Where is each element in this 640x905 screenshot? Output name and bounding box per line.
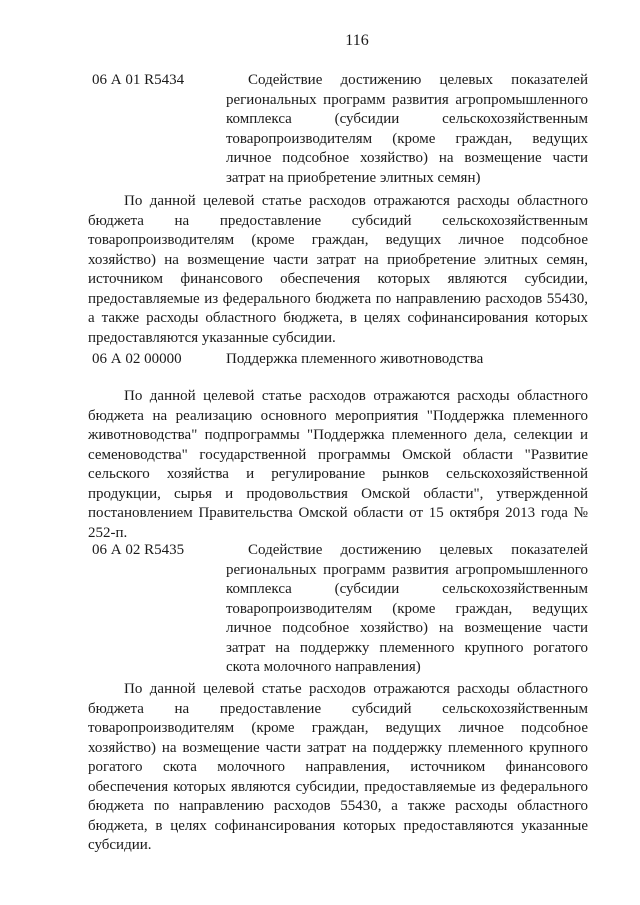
description-paragraph: По данной целевой статье расходов отражаются расходы областного бюджета на реализацию основного мероприятия "Поддержка племенного животноводства" подпрограммы "Поддержка племенного дела, селекции и семеноводства" государственной программы Омской области "Развитие сельского хозяйства и регулирование рынков сельскохозяйственной продукции, сырья и продовольствия Омской области", утвержденной постановлением Правительства Омской области от 15 октября 2013 года № 252-п. [88, 388, 588, 541]
budget-item-title: Содействие достижению целевых показателей региональных программ развития агропромышленного комплекса (субсидии сельскохозяйственным товаропроизводителям (кроме граждан, ведущих личное подсобное хозяйство) на возмещение части затрат на поддержку племенного крупного рогатого скота молочного направления) [226, 542, 588, 675]
budget-item-r5435 [92, 541, 588, 678]
budget-code: 06 А 01 R5434 [92, 72, 185, 88]
description-paragraph: По данной целевой статье расходов отражаются расходы областного бюджета на предоставление субсидий сельскохозяйственным товаропроизводителям (кроме граждан, ведущих личное подсобное хозяйство) на возмещение части затрат на поддержку племенного крупного рогатого скота молочного направления, источником финансового обеспечения которых являются субсидии, предоставляемые из федерального бюджета по направлению расходов 55430, а также расходы областного бюджета, в целях софинансирования которых предоставляются указанные субсидии. [88, 681, 588, 853]
budget-item-title: Поддержка племенного животноводства [226, 351, 484, 367]
budget-item-title: Содействие достижению целевых показателей региональных программ развития агропромышленного комплекса (субсидии сельскохозяйственным товаропроизводителям (кроме граждан, ведущих личное подсобное хозяйство) на возмещение части затрат на приобретение элитных семян) [226, 72, 588, 186]
page-number: 116 [345, 32, 369, 49]
budget-code: 06 А 02 R5435 [92, 542, 185, 558]
budget-item-00000 [92, 350, 588, 370]
description-paragraph: По данной целевой статье расходов отражаются расходы областного бюджета на предоставление субсидий сельскохозяйственным товаропроизводителям (кроме граждан, ведущих личное подсобное хозяйство) на возмещение части затрат на приобретение элитных семян, источником финансового обеспечения которых являются субсидии, предоставляемые из федерального бюджета по направлению расходов 55430, а также расходы областного бюджета, в целях софинансирования которых предоставляются указанные субсидии. [88, 193, 588, 346]
budget-item-r5434 [92, 71, 588, 188]
budget-code: 06 А 02 00000 [92, 351, 182, 367]
